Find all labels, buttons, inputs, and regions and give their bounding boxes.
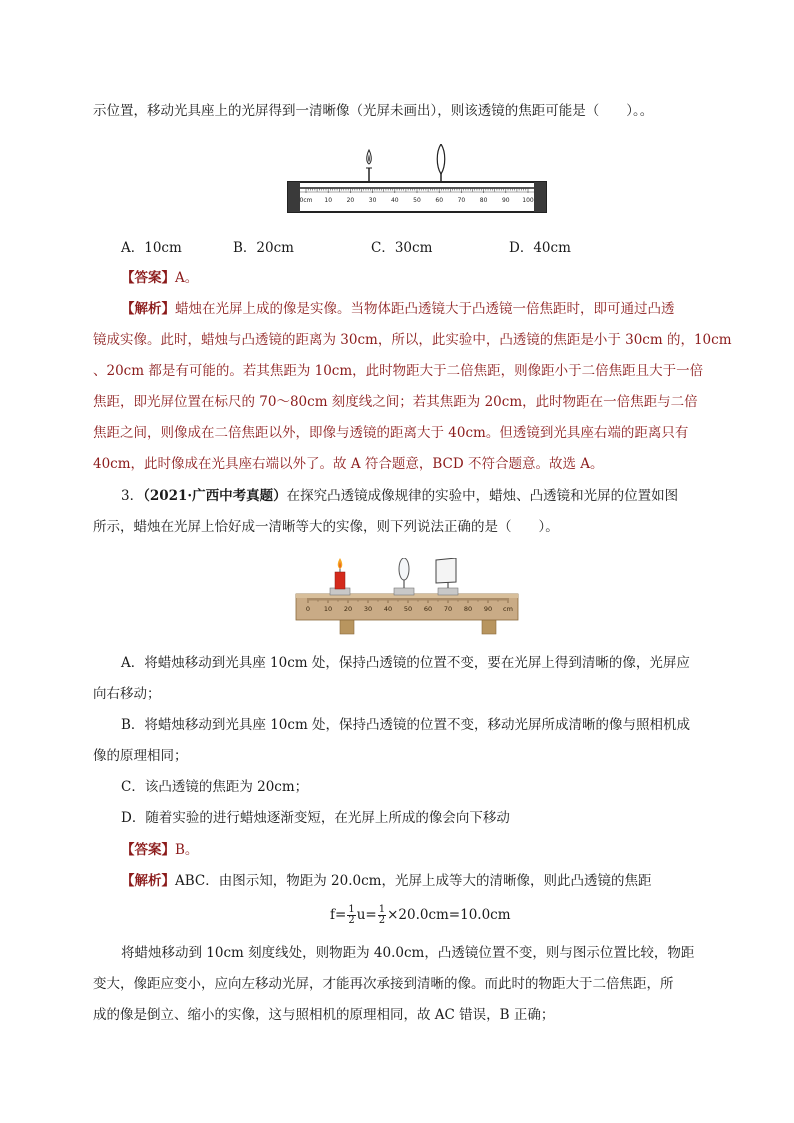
q2-analysis-line: 焦距，即光屏位置在标尺的 70～80cm 刻度线之间；若其焦距为 20cm，此时物距在一倍焦距与二倍 — [93, 394, 698, 410]
candle-icon — [330, 558, 350, 595]
q2-stem-tail: 示位置，移动光具座上的光屏得到一清晰像（光屏未画出），则该透镜的焦距可能是（ ）。。 — [93, 103, 654, 119]
q3-analysis-line: 变大，像距应变小，应向左移动光屏，才能再次承接到清晰的像。而此时的物距大于二倍焦距，所 — [93, 976, 674, 992]
ruler-label: 80 — [463, 605, 473, 613]
ruler-label: 80 — [479, 197, 488, 204]
q3-stem: 3．（2021·广西中考真题）在探究凸透镜成像规律的实验中，蜡烛、凸透镜和光屏的位置如图 — [121, 488, 679, 504]
bench-leg — [482, 618, 496, 634]
question-number: 3． — [121, 488, 144, 504]
ruler-label: 70 — [457, 197, 466, 204]
ruler-label: 30 — [368, 197, 377, 204]
q2-analysis-line: 镜成实像。此时，蜡烛与凸透镜的距离为 30cm，所以，此实验中，凸透镜的焦距是小于 30cm 的，10cm — [93, 332, 732, 348]
convex-lens-icon — [437, 144, 445, 182]
ruler-label: 30 — [363, 605, 373, 613]
ruler-label: 10 — [323, 605, 333, 613]
option-b-cont: 像的原理相同； — [93, 748, 188, 764]
focal-length-formula: f= $\frac{1}{2}$ u= $\frac{1}{2}$ ×20.0cm=10.0cm — [330, 904, 511, 926]
option-d: D．随着实验的进行蜡烛逐渐变短，在光屏上所成的像会向下移动 — [121, 810, 510, 826]
q2-choices — [121, 236, 681, 256]
ruler-label: 20 — [343, 605, 353, 613]
bench-leg — [340, 618, 354, 634]
q2-analysis-line: 焦距之间，则像成在二倍焦距以外，即像与透镜的距离大于 40cm。但透镜到光具座右端的距离只有 — [93, 425, 689, 441]
ruler-label: 90 — [483, 605, 493, 613]
ruler-label: 60 — [423, 605, 433, 613]
q3-stem-line2: 所示，蜡烛在光屏上恰好成一清晰等大的实像，则下列说法正确的是（ ）。 — [93, 519, 559, 535]
ruler-label: 0 — [305, 605, 311, 613]
optical-bench-figure-2 — [294, 558, 520, 638]
ruler-label: 90 — [501, 197, 510, 204]
optical-bench-figure-1 — [286, 144, 548, 214]
ruler-label: 70 — [443, 605, 453, 613]
analysis-label: 【解析】 — [121, 301, 175, 317]
choice-b: B．20cm — [233, 240, 294, 256]
ruler-label: 50 — [403, 605, 413, 613]
convex-lens-icon — [394, 558, 414, 595]
answer-label: 【答案】 — [121, 842, 175, 858]
ruler-label: 100 — [522, 197, 534, 204]
option-a-cont: 向右移动； — [93, 686, 161, 702]
choice-c: C．30cm — [371, 240, 433, 256]
answer-value: B。 — [175, 842, 199, 858]
q2-analysis-line: 、20cm 都是有可能的。若其焦距为 10cm，此时物距大于二倍焦距，则像距小于二倍焦距且大于一倍 — [93, 363, 704, 379]
ruler-label: 50 — [413, 197, 421, 204]
answer-value: A。 — [175, 270, 199, 286]
ruler-label: 10 — [324, 197, 333, 204]
option-c: C．该凸透镜的焦距为 20cm； — [121, 779, 309, 795]
candle-icon — [366, 150, 372, 182]
option-b: B．将蜡烛移动到光具座 10cm 处，保持凸透镜的位置不变，移动光屏所成清晰的像与照相机成 — [121, 717, 691, 733]
q3-analysis-line: 将蜡烛移动到 10cm 刻度线处，则物距为 40.0cm，凸透镜位置不变，则与图示位置比较，物距 — [121, 945, 695, 961]
q2-analysis-line: 40cm，此时像成在光具座右端以外了。故 A 符合题意，BCD 不符合题意。故选 A。 — [93, 456, 604, 472]
choice-d: D．40cm — [509, 240, 571, 256]
q2-answer — [121, 268, 198, 288]
question-source: （2021·广西中考真题） — [143, 488, 287, 504]
fraction-half: $\frac{1}{2}$ — [348, 904, 355, 926]
analysis-label: 【解析】 — [121, 873, 175, 889]
ruler-label: 0cm — [299, 197, 313, 204]
ruler-label: 40 — [383, 605, 393, 613]
choice-a: A．10cm — [121, 240, 182, 256]
ruler-label: 60 — [435, 197, 444, 204]
answer-label: 【答案】 — [121, 270, 175, 286]
q3-analysis: 【解析】ABC．由图示知，物距为 20.0cm，光屏上成等大的清晰像，则此凸透镜的焦距 — [121, 873, 652, 889]
fraction-half: $\frac{1}{2}$ — [378, 904, 386, 926]
q3-analysis-line: 成的像是倒立、缩小的实像，这与照相机的原理相同，故 AC 错误，B 正确； — [93, 1007, 555, 1023]
q2-analysis-line: 【解析】蜡烛在光屏上成的像是实像。当物体距凸透镜大于凸透镜一倍焦距时，即可通过凸透 — [121, 301, 675, 317]
ruler-label: 40 — [390, 197, 399, 204]
screen-icon — [436, 558, 458, 595]
option-a: A．将蜡烛移动到光具座 10cm 处，保持凸透镜的位置不变，要在光屏上得到清晰的像，光屏应 — [121, 655, 690, 671]
q3-answer — [121, 840, 198, 860]
ruler-label: cm — [503, 605, 513, 613]
ruler-label: 20 — [346, 197, 355, 204]
